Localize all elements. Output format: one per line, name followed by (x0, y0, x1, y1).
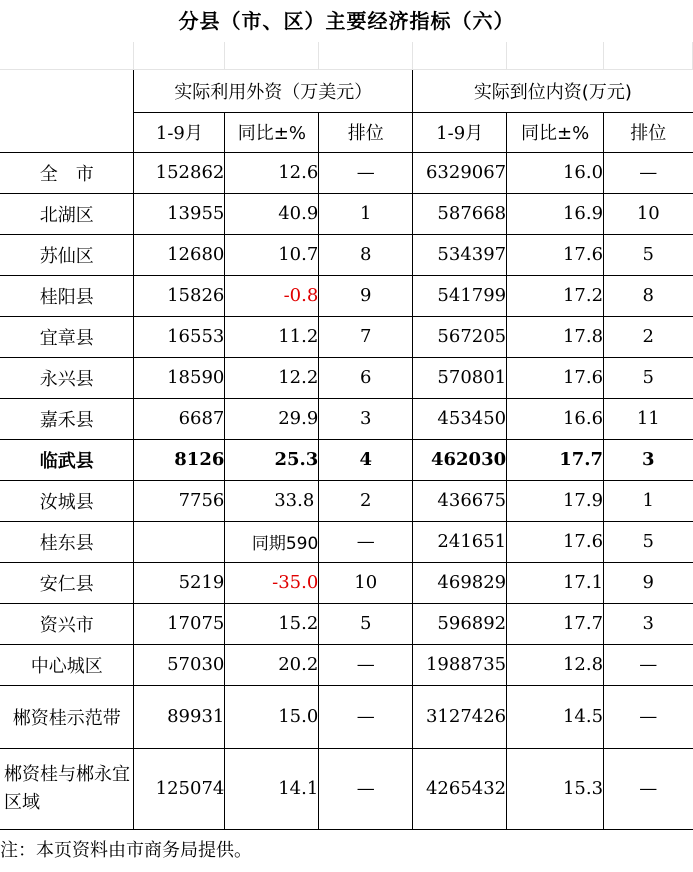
foreign-value-cell: 17075 (134, 603, 225, 644)
domestic-yoy-cell: 17.6 (507, 357, 604, 398)
domestic-value-cell: 596892 (413, 603, 507, 644)
foreign-yoy-cell: -0.8 (225, 275, 319, 316)
domestic-yoy-cell: 15.3 (507, 748, 604, 829)
foreign-rank-cell: 10 (319, 562, 413, 603)
data-rows (0, 152, 693, 829)
foreign-rank-cell: — (319, 685, 413, 748)
region-cell: 全 市 (0, 152, 134, 193)
header-region-cell (0, 69, 134, 152)
foreign-rank-cell: 8 (319, 234, 413, 275)
foreign-rank-cell: 6 (319, 357, 413, 398)
table-row (0, 275, 693, 316)
foreign-value-cell: 125074 (134, 748, 225, 829)
foreign-yoy-cell: 14.1 (225, 748, 319, 829)
domestic-yoy-cell: 17.7 (507, 603, 604, 644)
domestic-rank-cell: 2 (604, 316, 693, 357)
foreign-rank-cell: — (319, 521, 413, 562)
foreign-yoy-cell: 15.2 (225, 603, 319, 644)
domestic-value-cell: 462030 (413, 439, 507, 480)
foreign-value-cell: 18590 (134, 357, 225, 398)
region-cell: 郴资桂与郴永宜区域 (0, 748, 134, 829)
foreign-value-cell: 89931 (134, 685, 225, 748)
domestic-value-cell: 469829 (413, 562, 507, 603)
header-domestic-yoy: 同比±% (507, 112, 604, 152)
domestic-rank-cell: 5 (604, 521, 693, 562)
foreign-yoy-cell: 12.6 (225, 152, 319, 193)
domestic-value-cell: 436675 (413, 480, 507, 521)
table-row (0, 357, 693, 398)
foreign-yoy-cell: 10.7 (225, 234, 319, 275)
note-row (0, 829, 693, 869)
table-row (0, 398, 693, 439)
foreign-value-cell: 5219 (134, 562, 225, 603)
foreign-rank-cell: — (319, 152, 413, 193)
table-row (0, 316, 693, 357)
foreign-value-cell: 7756 (134, 480, 225, 521)
domestic-value-cell: 3127426 (413, 685, 507, 748)
region-cell: 临武县 (0, 439, 134, 480)
foreign-value-cell: 12680 (134, 234, 225, 275)
domestic-yoy-cell: 17.1 (507, 562, 604, 603)
domestic-rank-cell: 5 (604, 357, 693, 398)
foreign-yoy-cell: 29.9 (225, 398, 319, 439)
region-cell: 桂阳县 (0, 275, 134, 316)
foreign-yoy-cell: 15.0 (225, 685, 319, 748)
foreign-yoy-cell: 11.2 (225, 316, 319, 357)
foreign-rank-cell: 7 (319, 316, 413, 357)
region-cell: 北湖区 (0, 193, 134, 234)
header-foreign-rank: 排位 (319, 112, 413, 152)
domestic-rank-cell: — (604, 644, 693, 685)
table-row (0, 748, 693, 829)
foreign-rank-cell: 5 (319, 603, 413, 644)
header-domestic-period: 1-9月 (413, 112, 507, 152)
spacer-row (0, 42, 693, 69)
region-cell: 安仁县 (0, 562, 134, 603)
header-domestic-investment: 实际到位内资(万元) (413, 69, 693, 112)
indicator-table (0, 42, 693, 869)
foreign-rank-cell: — (319, 644, 413, 685)
domestic-value-cell: 453450 (413, 398, 507, 439)
table-row (0, 521, 693, 562)
domestic-rank-cell: — (604, 748, 693, 829)
foreign-rank-cell: 2 (319, 480, 413, 521)
domestic-rank-cell: — (604, 685, 693, 748)
domestic-yoy-cell: 17.2 (507, 275, 604, 316)
region-cell: 桂东县 (0, 521, 134, 562)
domestic-rank-cell: 5 (604, 234, 693, 275)
domestic-yoy-cell: 12.8 (507, 644, 604, 685)
domestic-value-cell: 6329067 (413, 152, 507, 193)
header-foreign-investment: 实际利用外资（万美元） (134, 69, 413, 112)
region-cell: 永兴县 (0, 357, 134, 398)
foreign-rank-cell: 9 (319, 275, 413, 316)
domestic-rank-cell: 11 (604, 398, 693, 439)
foreign-yoy-cell: 20.2 (225, 644, 319, 685)
region-cell: 汝城县 (0, 480, 134, 521)
domestic-rank-cell: 8 (604, 275, 693, 316)
domestic-yoy-cell: 16.0 (507, 152, 604, 193)
table-row (0, 644, 693, 685)
foreign-yoy-cell: 25.3 (225, 439, 319, 480)
foreign-value-cell (134, 521, 225, 562)
domestic-rank-cell: 10 (604, 193, 693, 234)
domestic-yoy-cell: 17.6 (507, 521, 604, 562)
domestic-yoy-cell: 17.9 (507, 480, 604, 521)
foreign-yoy-cell: 12.2 (225, 357, 319, 398)
foreign-value-cell: 6687 (134, 398, 225, 439)
foreign-yoy-cell: 33.8 (225, 480, 319, 521)
table-row (0, 685, 693, 748)
region-cell: 宜章县 (0, 316, 134, 357)
foreign-value-cell: 13955 (134, 193, 225, 234)
domestic-value-cell: 534397 (413, 234, 507, 275)
region-cell: 苏仙区 (0, 234, 134, 275)
foreign-value-cell: 152862 (134, 152, 225, 193)
domestic-rank-cell: 1 (604, 480, 693, 521)
table-row (0, 480, 693, 521)
domestic-value-cell: 587668 (413, 193, 507, 234)
header-domestic-rank: 排位 (604, 112, 693, 152)
domestic-value-cell: 570801 (413, 357, 507, 398)
domestic-yoy-cell: 14.5 (507, 685, 604, 748)
domestic-yoy-cell: 16.6 (507, 398, 604, 439)
page-title: 分县（市、区）主要经济指标（六） (178, 9, 515, 33)
table-row (0, 152, 693, 193)
domestic-value-cell: 567205 (413, 316, 507, 357)
foreign-value-cell: 8126 (134, 439, 225, 480)
foreign-yoy-cell: 同期590 (225, 521, 319, 562)
table-row (0, 193, 693, 234)
region-cell: 资兴市 (0, 603, 134, 644)
foreign-rank-cell: — (319, 748, 413, 829)
domestic-rank-cell: 9 (604, 562, 693, 603)
table-row (0, 439, 693, 480)
domestic-yoy-cell: 17.8 (507, 316, 604, 357)
foreign-rank-cell: 1 (319, 193, 413, 234)
region-cell: 嘉禾县 (0, 398, 134, 439)
table-row (0, 603, 693, 644)
foreign-rank-cell: 3 (319, 398, 413, 439)
foreign-value-cell: 15826 (134, 275, 225, 316)
footnote: 注：本页资料由市商务局提供。 (0, 829, 693, 869)
domestic-yoy-cell: 17.6 (507, 234, 604, 275)
domestic-yoy-cell: 17.7 (507, 439, 604, 480)
domestic-yoy-cell: 16.9 (507, 193, 604, 234)
header-foreign-period: 1-9月 (134, 112, 225, 152)
foreign-value-cell: 16553 (134, 316, 225, 357)
region-cell: 中心城区 (0, 644, 134, 685)
foreign-rank-cell: 4 (319, 439, 413, 480)
domestic-value-cell: 241651 (413, 521, 507, 562)
domestic-rank-cell: — (604, 152, 693, 193)
domestic-rank-cell: 3 (604, 439, 693, 480)
table-row (0, 234, 693, 275)
domestic-rank-cell: 3 (604, 603, 693, 644)
foreign-value-cell: 57030 (134, 644, 225, 685)
domestic-value-cell: 541799 (413, 275, 507, 316)
region-cell: 郴资桂示范带 (0, 685, 134, 748)
table-row (0, 562, 693, 603)
domestic-value-cell: 1988735 (413, 644, 507, 685)
foreign-yoy-cell: -35.0 (225, 562, 319, 603)
foreign-yoy-cell: 40.9 (225, 193, 319, 234)
header-foreign-yoy: 同比±% (225, 112, 319, 152)
header-group-row (0, 69, 693, 112)
domestic-value-cell: 4265432 (413, 748, 507, 829)
